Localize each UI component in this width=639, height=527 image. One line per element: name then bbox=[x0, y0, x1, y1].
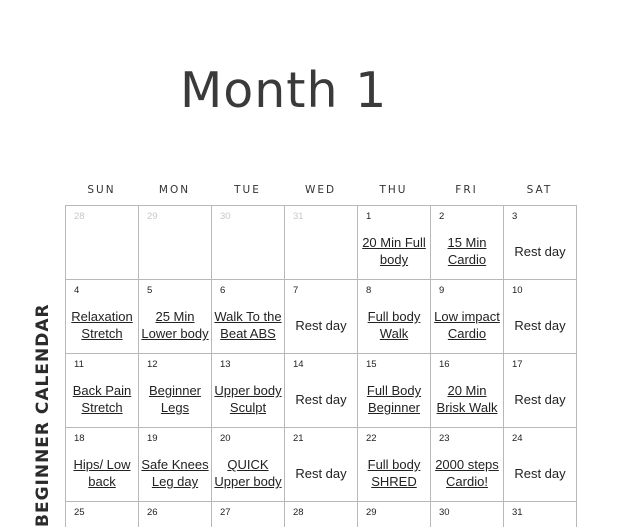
calendar-day-cell bbox=[504, 280, 577, 354]
calendar-day-cell bbox=[66, 428, 139, 502]
rest-day-label: Rest day bbox=[514, 391, 566, 407]
day-number: 15 bbox=[366, 359, 377, 370]
day-number: 9 bbox=[439, 285, 445, 296]
calendar-day-cell bbox=[431, 502, 504, 527]
calendar-day-cell bbox=[358, 206, 431, 280]
weekday-wed: WED bbox=[304, 184, 337, 196]
calendar-day-cell bbox=[358, 280, 431, 354]
calendar-day-cell bbox=[431, 354, 504, 428]
workout-link[interactable]: Full Body Beginner bbox=[366, 383, 422, 415]
calendar-day-cell bbox=[66, 280, 139, 354]
calendar-day-cell bbox=[212, 354, 285, 428]
workout-link[interactable]: QUICK Upper body bbox=[214, 457, 282, 489]
day-number: 31 bbox=[293, 211, 304, 222]
calendar-day-cell bbox=[285, 206, 358, 280]
workout-link[interactable]: 20 Min Brisk Walk bbox=[436, 383, 498, 415]
rest-day-label: Rest day bbox=[514, 465, 566, 481]
rest-day-label: Rest day bbox=[514, 243, 566, 259]
day-number: 14 bbox=[293, 359, 304, 370]
day-number: 2 bbox=[439, 211, 445, 222]
day-number: 26 bbox=[147, 507, 158, 518]
day-number: 13 bbox=[220, 359, 231, 370]
workout-link[interactable]: Relaxation Stretch bbox=[71, 309, 133, 341]
day-number: 10 bbox=[512, 285, 523, 296]
day-number: 8 bbox=[366, 285, 372, 296]
day-number: 22 bbox=[366, 433, 377, 444]
day-number: 29 bbox=[147, 211, 158, 222]
day-number: 17 bbox=[512, 359, 523, 370]
calendar-day-cell bbox=[212, 280, 285, 354]
weekday-sat: SAT bbox=[526, 184, 553, 196]
calendar-day-cell bbox=[504, 354, 577, 428]
calendar-day-cell bbox=[66, 206, 139, 280]
workout-link[interactable]: Full body SHRED bbox=[367, 457, 421, 489]
calendar-day-cell bbox=[212, 428, 285, 502]
weekday-tue: TUE bbox=[234, 184, 261, 196]
calendar-day-cell bbox=[285, 428, 358, 502]
workout-link[interactable]: Full body Walk bbox=[367, 309, 421, 341]
day-number: 5 bbox=[147, 285, 153, 296]
calendar-day-cell bbox=[504, 502, 577, 527]
workout-link[interactable]: 20 Min Full body bbox=[362, 235, 426, 267]
workout-link[interactable]: 25 Min Lower body bbox=[141, 309, 209, 341]
workout-link[interactable]: 2000 steps Cardio! bbox=[435, 457, 499, 489]
weekday-fri: FRI bbox=[455, 184, 478, 196]
calendar-day-cell bbox=[504, 428, 577, 502]
day-number: 18 bbox=[74, 433, 85, 444]
calendar-day-cell bbox=[358, 502, 431, 527]
calendar-day-cell bbox=[358, 354, 431, 428]
calendar-day-cell bbox=[431, 280, 504, 354]
weekday-sun: SUN bbox=[87, 184, 116, 196]
page-title: Month 1 bbox=[180, 62, 388, 119]
calendar-day-cell bbox=[139, 354, 212, 428]
calendar-day-cell bbox=[66, 502, 139, 527]
workout-link[interactable]: Walk To the Beat ABS bbox=[214, 309, 282, 341]
day-number: 11 bbox=[74, 359, 84, 370]
calendar-day-cell bbox=[139, 502, 212, 527]
workout-link[interactable]: Back Pain Stretch bbox=[72, 383, 132, 415]
day-number: 7 bbox=[293, 285, 299, 296]
workout-link[interactable]: Safe Knees Leg day bbox=[141, 457, 209, 489]
day-number: 29 bbox=[366, 507, 377, 518]
calendar-day-cell bbox=[139, 206, 212, 280]
day-number: 27 bbox=[220, 507, 231, 518]
calendar-day-cell bbox=[139, 280, 212, 354]
weekday-thu: THU bbox=[379, 184, 408, 196]
rest-day-label: Rest day bbox=[295, 317, 347, 333]
day-number: 30 bbox=[439, 507, 450, 518]
day-number: 21 bbox=[293, 433, 304, 444]
day-number: 16 bbox=[439, 359, 450, 370]
workout-link[interactable]: Hips/ Low back bbox=[73, 457, 131, 489]
side-label: BEGINNER CALENDAR bbox=[33, 303, 53, 527]
calendar-day-cell bbox=[66, 354, 139, 428]
day-number: 24 bbox=[512, 433, 523, 444]
calendar-day-cell bbox=[212, 206, 285, 280]
day-number: 23 bbox=[439, 433, 450, 444]
workout-link[interactable]: Low impact Cardio bbox=[434, 309, 500, 341]
workout-link[interactable]: 15 Min Cardio bbox=[447, 235, 487, 267]
day-number: 31 bbox=[512, 507, 523, 518]
weekday-header bbox=[65, 184, 576, 196]
calendar-day-cell bbox=[212, 502, 285, 527]
calendar-day-cell bbox=[358, 428, 431, 502]
calendar-grid bbox=[65, 205, 577, 527]
calendar-day-cell bbox=[431, 206, 504, 280]
weekday-mon: MON bbox=[158, 184, 191, 196]
calendar-day-cell bbox=[285, 502, 358, 527]
day-number: 28 bbox=[74, 211, 85, 222]
day-number: 30 bbox=[220, 211, 231, 222]
day-number: 12 bbox=[147, 359, 158, 370]
day-number: 25 bbox=[74, 507, 85, 518]
calendar-day-cell bbox=[504, 206, 577, 280]
rest-day-label: Rest day bbox=[295, 465, 347, 481]
rest-day-label: Rest day bbox=[295, 391, 347, 407]
day-number: 4 bbox=[74, 285, 80, 296]
calendar-day-cell bbox=[139, 428, 212, 502]
calendar-day-cell bbox=[285, 354, 358, 428]
day-number: 6 bbox=[220, 285, 226, 296]
rest-day-label: Rest day bbox=[514, 317, 566, 333]
day-number: 20 bbox=[220, 433, 231, 444]
day-number: 3 bbox=[512, 211, 518, 222]
day-number: 19 bbox=[147, 433, 158, 444]
calendar-day-cell bbox=[431, 428, 504, 502]
workout-link[interactable]: Beginner Legs bbox=[148, 383, 202, 415]
workout-link[interactable]: Upper body Sculpt bbox=[214, 383, 282, 415]
day-number: 28 bbox=[293, 507, 304, 518]
calendar-day-cell bbox=[285, 280, 358, 354]
day-number: 1 bbox=[366, 211, 372, 222]
